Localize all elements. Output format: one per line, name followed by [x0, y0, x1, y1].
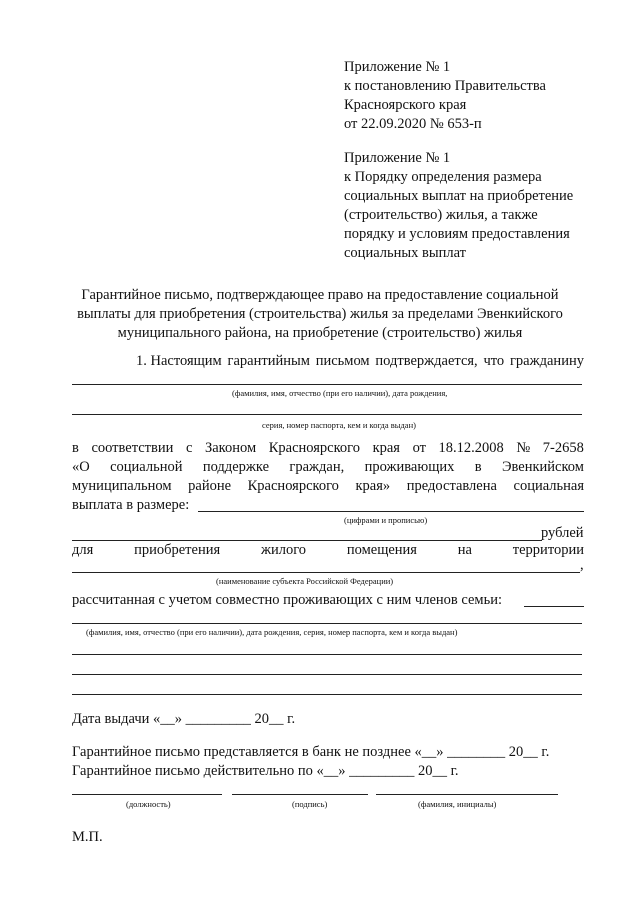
title-line: Гарантийное письмо, подтверждающее право на предоставление социальной: [81, 287, 559, 303]
signature-line-signature[interactable]: [232, 794, 368, 795]
word: жилого: [260, 542, 307, 558]
seal-label: М.П.: [72, 829, 103, 845]
hint-family: (фамилия, имя, отчество (при его наличии), дата рождения, серия, номер паспорта, кем и когда выдан): [86, 627, 458, 637]
word: в: [72, 440, 79, 456]
word: №: [516, 440, 531, 456]
word: края»: [355, 478, 391, 494]
word: 1. Настоящим: [136, 353, 222, 369]
word: что: [483, 353, 505, 369]
word: поддержке: [202, 459, 270, 475]
valid-until: Гарантийное письмо действительно по «__» _________ 20__ г.: [72, 763, 459, 779]
rubles-label: рублей: [541, 525, 584, 541]
word: подтверждается,: [375, 353, 478, 369]
word: Эвенкийском: [501, 459, 584, 475]
fill-line-family-1[interactable]: [72, 623, 582, 624]
word: «О: [72, 459, 90, 475]
word: территории: [512, 542, 584, 558]
hint-name: (фамилия, инициалы): [418, 799, 497, 809]
paragraph-1-line: [136, 352, 584, 370]
word: муниципальном: [72, 478, 172, 494]
hint-passport: серия, номер паспорта, кем и когда выдан): [262, 420, 416, 430]
hint-fio: (фамилия, имя, отчество (при его наличии), дата рождения,: [232, 388, 448, 398]
amount-label: выплата в размере:: [72, 497, 190, 513]
subject-comma: ,: [580, 557, 584, 573]
appendix-2-line: социальных выплат на приобретение: [344, 188, 574, 204]
issue-date: Дата выдачи «__» _________ 20__ г.: [72, 711, 296, 727]
hint-signature: (подпись): [292, 799, 328, 809]
word: соответствии: [91, 440, 174, 456]
purpose-line: [72, 541, 584, 559]
fill-line-family-count[interactable]: [524, 606, 584, 607]
family-label: рассчитанная с учетом совместно проживающих с ним членов семьи:: [72, 592, 502, 608]
appendix-2-line: Приложение № 1: [344, 150, 451, 166]
hint-amount: (цифрами и прописью): [344, 515, 428, 525]
title-line: муниципального района, на приобретение (строительство) жилья: [117, 325, 523, 341]
word: гражданину: [509, 353, 584, 369]
law-line: [72, 458, 584, 476]
word: края: [372, 440, 400, 456]
word: приобретения: [134, 542, 221, 558]
word: социальная: [513, 478, 584, 494]
word: от: [412, 440, 426, 456]
appendix-2-line: к Порядку определения размера: [344, 169, 542, 185]
word: предоставлена: [406, 478, 497, 494]
appendix-1-line: к постановлению Правительства: [344, 78, 546, 94]
word: граждан,: [289, 459, 345, 475]
fill-line-passport[interactable]: [72, 414, 582, 415]
word: 7-2658: [542, 440, 584, 456]
word: на: [457, 542, 472, 558]
fill-line-subject[interactable]: [72, 572, 580, 573]
signature-line-position[interactable]: [72, 794, 222, 795]
word: Красноярского: [268, 440, 360, 456]
appendix-2-line: порядку и условиям предоставления: [344, 226, 570, 242]
hint-position: (должность): [126, 799, 171, 809]
fill-line-citizen[interactable]: [72, 384, 582, 385]
fill-line-family-3[interactable]: [72, 674, 582, 675]
word: с: [185, 440, 193, 456]
law-line: [72, 439, 584, 457]
appendix-2-line: (строительство) жилья, а также: [344, 207, 538, 223]
hint-subject: (наименование субъекта Российской Федерации): [216, 576, 394, 586]
appendix-2-line: социальных выплат: [344, 245, 466, 261]
word: для: [72, 542, 94, 558]
word: помещения: [346, 542, 417, 558]
title-line: выплаты для приобретения (строительства) жилья за пределами Эвенкийского: [77, 306, 563, 322]
fill-line-family-4[interactable]: [72, 694, 582, 695]
law-line: [72, 477, 584, 495]
appendix-1-line: Приложение № 1: [344, 59, 451, 75]
word: в: [474, 459, 482, 475]
word: 18.12.2008: [438, 440, 504, 456]
signature-line-name[interactable]: [376, 794, 558, 795]
word: Законом: [204, 440, 257, 456]
word: районе: [188, 478, 232, 494]
word: социальной: [110, 459, 183, 475]
bank-deadline: Гарантийное письмо представляется в банк не позднее «__» ________ 20__ г.: [72, 744, 550, 760]
appendix-1-line: от 22.09.2020 № 653-п: [344, 116, 482, 132]
word: проживающих: [364, 459, 455, 475]
word: Красноярского: [247, 478, 339, 494]
fill-line-amount[interactable]: [198, 511, 584, 512]
word: письмом: [315, 353, 370, 369]
word: гарантийным: [227, 353, 310, 369]
appendix-1-line: Красноярского края: [344, 97, 467, 113]
fill-line-family-2[interactable]: [72, 654, 582, 655]
